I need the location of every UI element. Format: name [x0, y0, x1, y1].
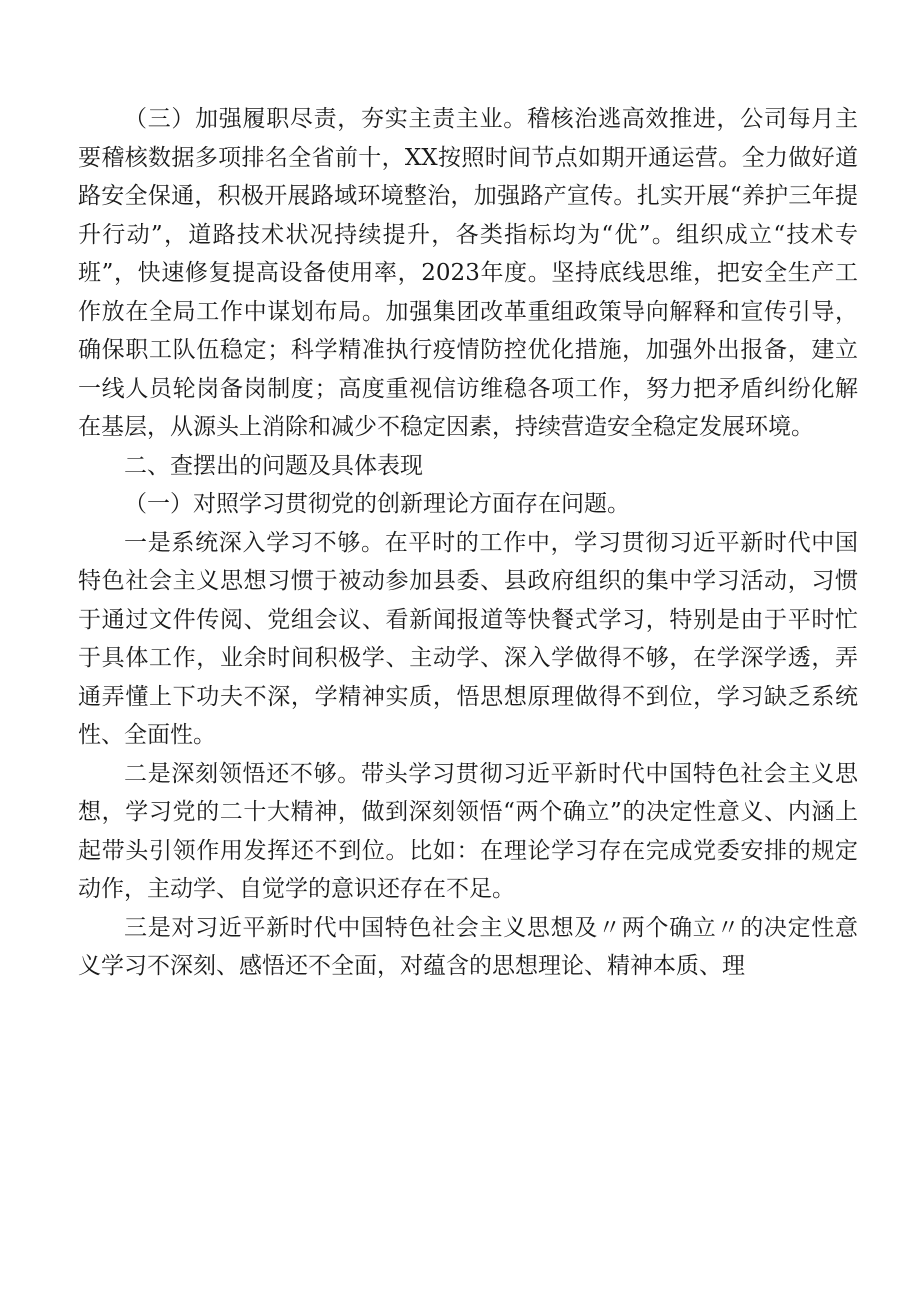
subsection-heading-theory-study: （一）对照学习贯彻党的创新理论方面存在问题。	[124, 491, 630, 517]
document-body	[78, 100, 858, 986]
paragraph-point-one: 一是系统深入学习不够。在平时的工作中，学习贯彻习近平新时代中国特色社会主义思想习惯于被动参加县委、县政府组织的集中学习活动，习惯于通过文件传阅、党组会议、看新闻报道等快餐式学习，特别是由于平时忙于具体工作，业余时间积极学、主动学、深入学做得不够，在学深学透，弄通弄懂上下功夫不深，学精神实质，悟思想原理做得不到位，学习缺乏系统性、全面性。	[78, 529, 858, 748]
paragraph-point-three: 三是对习近平新时代中国特色社会主义思想及〃两个确立〃的决定性意义学习不深刻、感悟还不全面，对蕴含的思想理论、精神本质、理	[78, 914, 858, 979]
paragraph-duty-fulfillment: （三）加强履职尽责，夯实主责主业。稽核治逃高效推进，公司每月主要稽核数据多项排名全省前十，XX按照时间节点如期开通运营。全力做好道路安全保通，积极开展路域环境整治，加强路产宣传。扎实开展“养护三年提升行动”，道路技术状况持续提升，各类指标均为“优”。组织成立“技术专班”，快速修复提高设备使用率，2023年度。坚持底线思维，把安全生产工作放在全局工作中谋划布局。加强集团改革重组政策导向解释和宣传引导，确保职工队伍稳定；科学精准执行疫情防控优化措施，加强外出报备，建立一线人员轮岗备岗制度；高度重视信访维稳各项工作，努力把矛盾纠纷化解在基层，从源头上消除和减少不稳定因素，持续营造安全稳定发展环境。	[78, 106, 858, 440]
paragraph-point-two: 二是深刻领悟还不够。带头学习贯彻习近平新时代中国特色社会主义思想，学习党的二十大精神，做到深刻领悟“两个确立”的决定性意义、内涵上起带头引领作用发挥还不到位。比如：在理论学习存在完成党委安排的规定动作，主动学、自觉学的意识还存在不足。	[78, 760, 858, 902]
section-heading-problems: 二、查摆出的问题及具体表现	[124, 452, 423, 479]
